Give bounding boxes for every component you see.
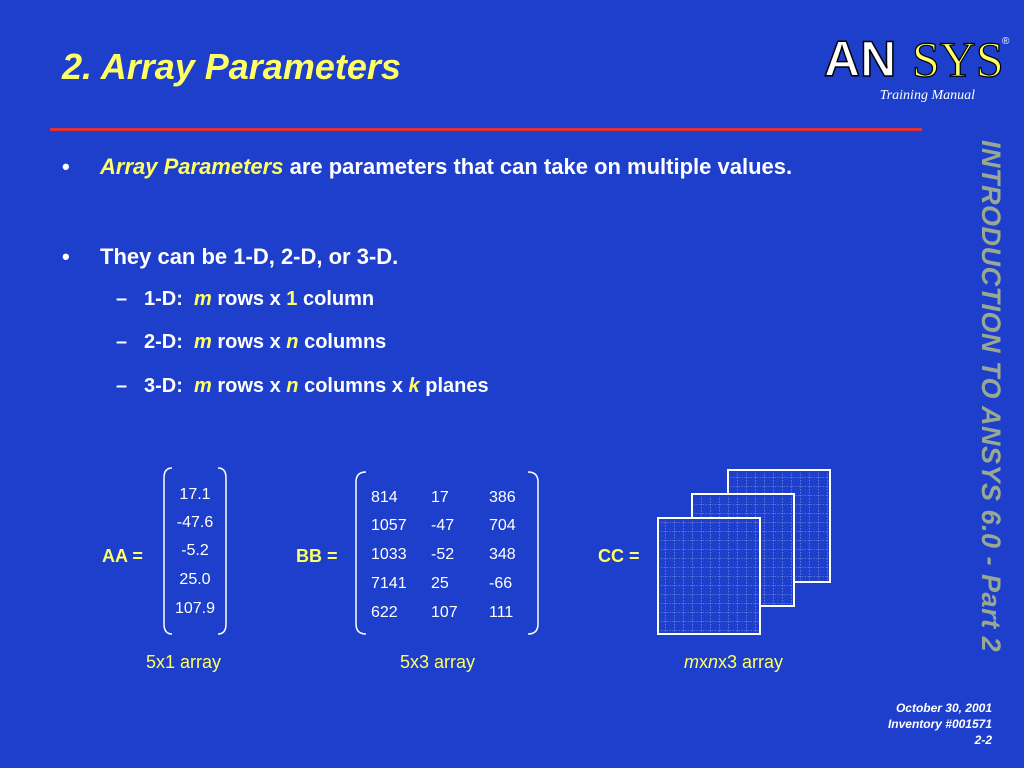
subbullet-text: columns x: [298, 375, 409, 397]
subbullet-text: planes: [419, 375, 489, 397]
bb-cell: 386: [489, 489, 516, 506]
bb-cell: 107: [431, 604, 458, 621]
svg-text:SYS: SYS: [912, 31, 1004, 86]
subbullet-prefix: 2-D:: [144, 331, 183, 353]
subbullet-text: rows x: [211, 331, 287, 353]
var-n: n: [286, 375, 299, 397]
subbullet-marker: –: [116, 331, 128, 353]
svg-text:AN: AN: [824, 31, 897, 86]
bb-cell: 17: [431, 489, 449, 506]
svg-text:®: ®: [1002, 36, 1010, 47]
footer-date: October 30, 2001: [895, 701, 992, 715]
bb-cell: -66: [489, 575, 513, 592]
title-divider: [50, 128, 922, 131]
aa-cell: -5.2: [181, 542, 209, 559]
bb-cell: 25: [431, 575, 449, 592]
bb-cell: 814: [371, 489, 398, 506]
cc-label: CC =: [598, 546, 640, 566]
bb-label: BB =: [296, 546, 338, 566]
subbullet-3d: [116, 375, 676, 403]
var-m: m: [194, 375, 212, 397]
subbullet-prefix: 3-D:: [144, 375, 183, 397]
subbullet-marker: –: [116, 288, 128, 310]
cc-3d-grid-diagram: [656, 468, 836, 638]
footer-page-number: 2-2: [974, 733, 992, 747]
cc-plane-front: [658, 518, 760, 634]
subbullet-text: rows x: [211, 375, 287, 397]
bb-cell: -52: [431, 546, 455, 563]
bullet-1: [62, 150, 922, 220]
slide-title: 2. Array Parameters: [62, 46, 401, 87]
cc-caption-m: m: [684, 652, 699, 672]
subbullet-1d: [116, 288, 616, 316]
bb-cell: 1033: [371, 546, 407, 563]
bullet-text: They can be 1-D, 2-D, or 3-D.: [100, 244, 399, 269]
aa-cell: -47.6: [176, 514, 214, 531]
bb-cell: -47: [431, 517, 455, 534]
cc-caption-rest: x3 array: [718, 652, 784, 672]
aa-label: AA =: [102, 546, 143, 566]
subbullet-text: rows x: [211, 288, 287, 310]
bullet-marker: •: [62, 154, 70, 179]
var-1: 1: [286, 288, 298, 310]
bullet-marker: •: [62, 244, 70, 269]
subbullet-text: columns: [298, 331, 387, 353]
ansys-logo: [822, 26, 1012, 86]
cc-caption-x: x: [699, 652, 708, 672]
bb-cell: 1057: [371, 517, 407, 534]
cc-caption: [684, 652, 783, 673]
footer-inventory: Inventory #001571: [887, 717, 992, 731]
training-manual-label: Training Manual: [879, 88, 975, 103]
bullet-text: are parameters that can take on multiple values.: [283, 154, 793, 179]
aa-cell: 17.1: [179, 486, 211, 503]
var-k: k: [408, 375, 420, 397]
aa-cell: 107.9: [174, 600, 216, 617]
slide-footer: [800, 700, 992, 748]
cc-caption-n: n: [708, 652, 719, 672]
bb-cell: 7141: [371, 575, 407, 592]
var-n: n: [286, 331, 299, 353]
var-m: m: [194, 288, 212, 310]
bb-cell: 622: [371, 604, 398, 621]
bb-cell: 348: [489, 546, 516, 563]
var-m: m: [194, 331, 212, 353]
bb-cell: 704: [489, 517, 516, 534]
subbullet-prefix: 1-D:: [144, 288, 183, 310]
bb-cell: 111: [489, 604, 514, 621]
bullet-emphasis: Array Parameters: [100, 154, 284, 179]
subbullet-2d: [116, 331, 616, 359]
course-sidebar-text: INTRODUCTION TO ANSYS 6.0 - Part 2: [976, 140, 1006, 653]
aa-cell: 25.0: [179, 571, 211, 588]
bb-caption: 5x3 array: [400, 652, 476, 672]
subbullet-marker: –: [116, 375, 128, 397]
bullet-2: [62, 240, 922, 274]
aa-caption: 5x1 array: [146, 652, 222, 672]
subbullet-text: column: [297, 288, 375, 310]
